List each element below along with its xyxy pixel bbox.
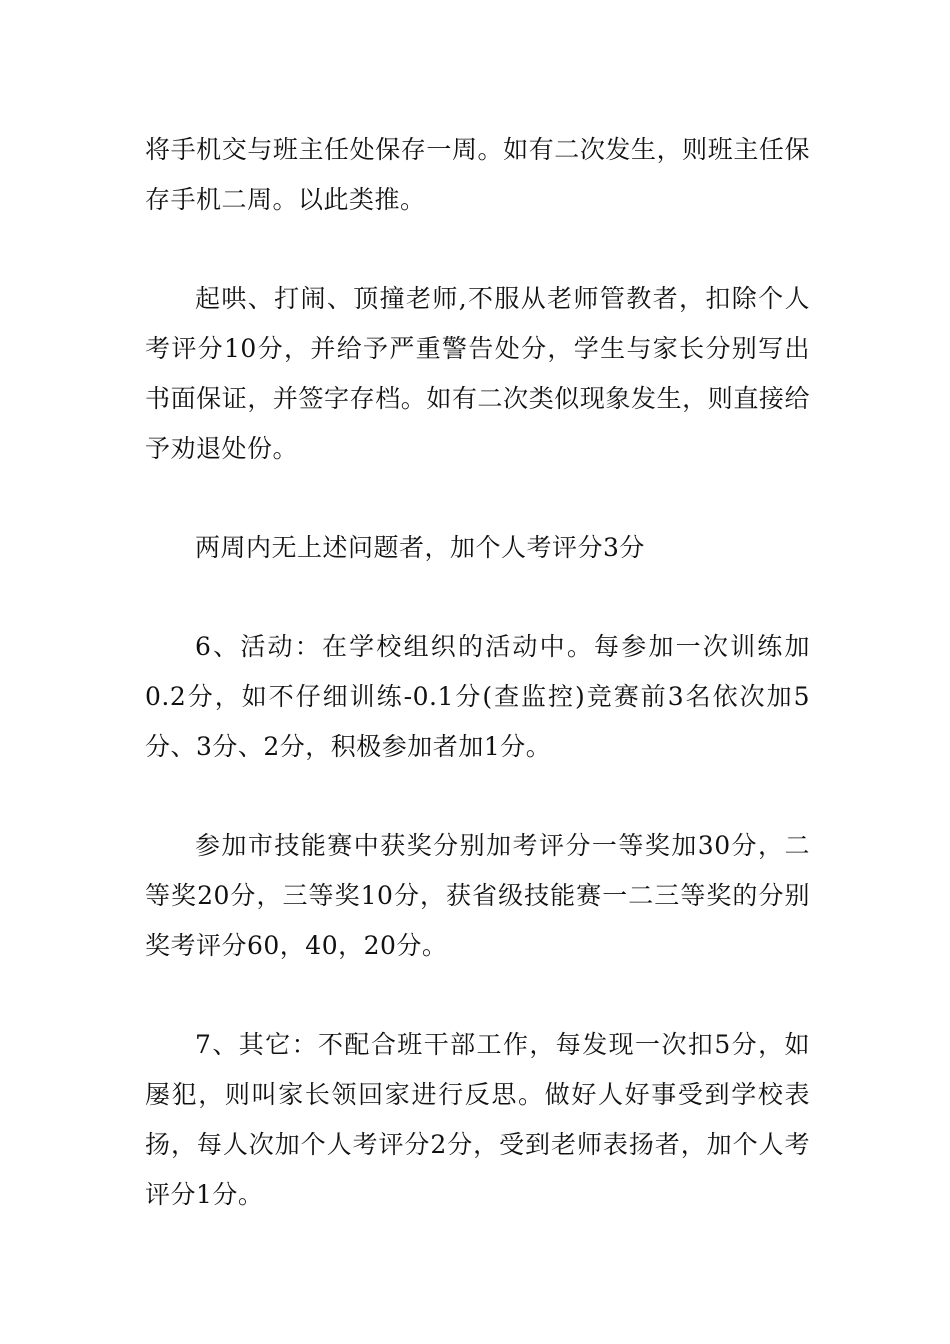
paragraph-phone-custody: 将手机交与班主任处保存一周。如有二次发生，则班主任保存手机二周。以此类推。 <box>145 135 810 214</box>
paragraph-skills-competition: 参加市技能赛中获奖分别加考评分一等奖加30分，二等奖20分，三等奖10分，获省级技能赛一二三等奖的分别奖考评分60，40，20分。 <box>145 831 810 960</box>
paragraph-two-week-bonus: 两周内无上述问题者，加个人考评分3分 <box>195 533 645 562</box>
paragraph-disruption-penalty: 起哄、打闹、顶撞老师,不服从老师管教者，扣除个人考评分10分，并给予严重警告处分，学生与家长分别写出书面保证，并签字存档。如有二次类似现象发生，则直接给予劝退处份。 <box>145 284 810 463</box>
paragraph-other: 7、其它：不配合班干部工作，每发现一次扣5分，如屡犯，则叫家长领回家进行反思。做好人好事受到学校表扬，每人次加个人考评分2分，受到老师表扬者，加个人考评分1分。 <box>145 1030 810 1209</box>
paragraph-activities: 6、活动：在学校组织的活动中。每参加一次训练加0.2分，如不仔细训练-0.1分(查监控)竞赛前3名依次加5分、3分、2分，积极参加者加1分。 <box>145 632 810 761</box>
